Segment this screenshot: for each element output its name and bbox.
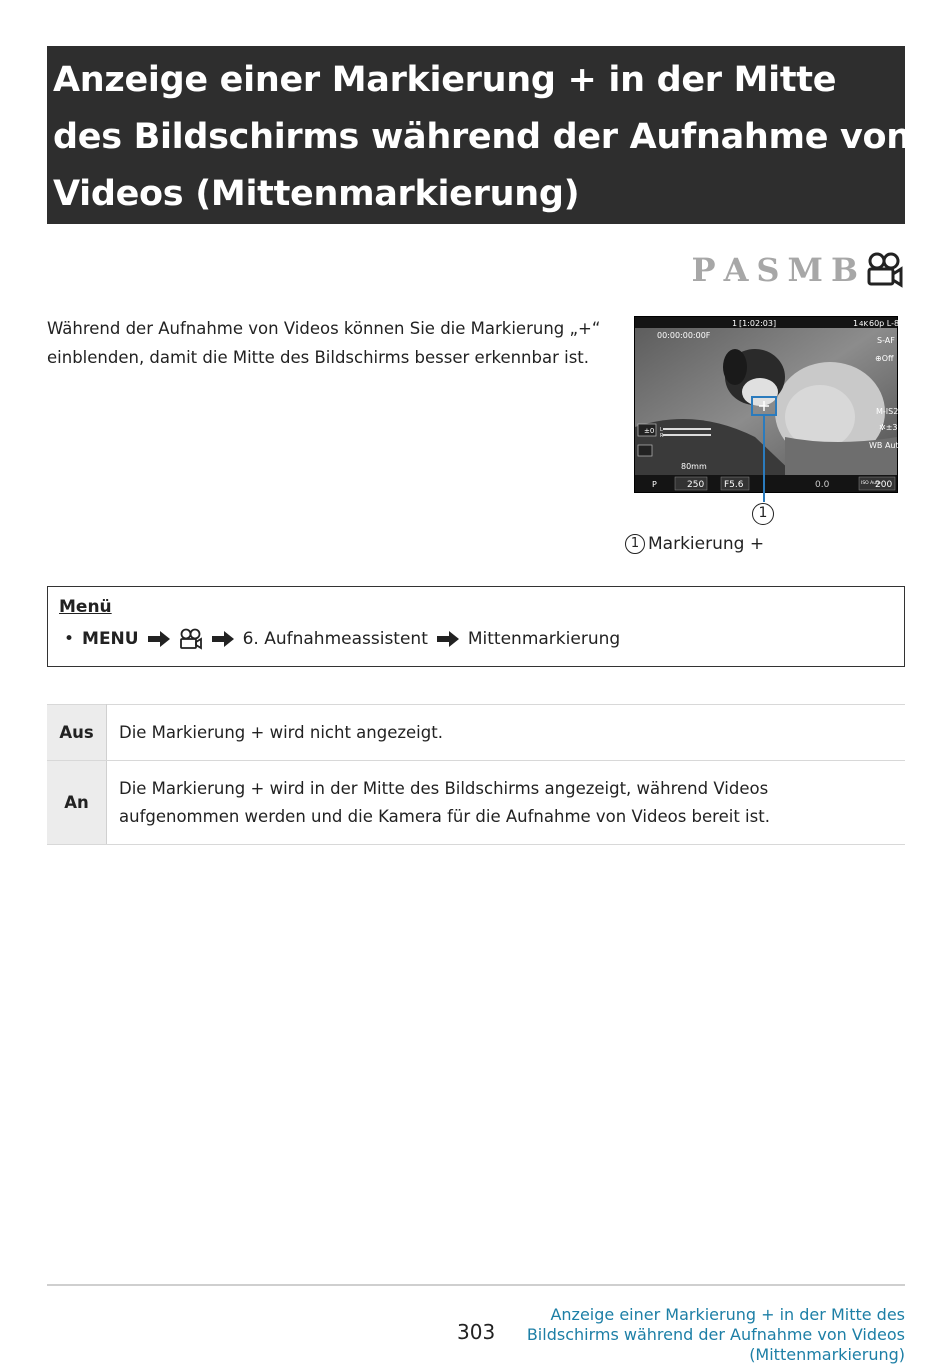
screen-focal-length: 80mm [681, 462, 707, 471]
page-title-line-1: Anzeige einer Markierung + in der Mitte [53, 60, 837, 100]
screen-iso: 200 [875, 480, 893, 490]
figure-caption [625, 534, 764, 554]
page-title [47, 46, 911, 224]
callout-line [763, 414, 765, 502]
screen-exposure: 0.0 [815, 480, 830, 490]
footer-section-link[interactable]: Anzeige einer Markierung + in der Mitte des Bildschirms während der Aufnahme von Videos (Mittenmarkierung) [526, 1305, 905, 1364]
arrow-right-icon [147, 630, 171, 648]
screen-res-badge: 4K [859, 320, 869, 328]
screen-iso-label: ISO Auto [861, 481, 881, 486]
option-description: Die Markierung + wird in der Mitte des Bildschirms angezeigt, während Videos aufgenommen werden und die Kamera für die Aufnahme von Videos bereit ist. [107, 761, 906, 845]
screen-card2-label: 1 [853, 319, 859, 328]
screen-aperture: F5.6 [724, 480, 744, 490]
arrow-right-icon [436, 630, 460, 648]
screen-af-mode: S-AF [877, 336, 895, 345]
page-title-line-3: Videos (Mittenmarkierung) [53, 174, 580, 214]
screen-timecode: 00:00:00:00F [657, 331, 711, 340]
menu-box [47, 586, 905, 667]
caption-number: 1 [625, 534, 645, 554]
screen-focus-indicator: ⊕Off [875, 354, 894, 363]
screen-shutter: 250 [687, 480, 705, 490]
menu-path [64, 628, 620, 650]
table-row [47, 761, 905, 845]
screen-stabilizer: M-IS2 [876, 407, 899, 416]
screen-level-r: R [660, 433, 664, 439]
movie-camera-icon [179, 628, 203, 650]
screen-rec-time: [1:02:03] [739, 319, 777, 328]
shooting-modes [692, 248, 904, 292]
menu-step-item: Mittenmarkierung [467, 629, 621, 649]
camera-screen-illustration [634, 316, 904, 493]
mode-s: S [756, 251, 782, 289]
options-table [47, 704, 905, 845]
screen-card-label: 1 [732, 319, 738, 328]
screen-white-balance: WB Auto [869, 441, 904, 450]
movie-camera-icon [866, 252, 904, 288]
screen-picture-mode: ✲±3 [879, 423, 898, 432]
caption-text: Markierung + [648, 534, 765, 554]
footer-divider [47, 1284, 905, 1286]
screen-mic-level: ±0 [644, 427, 655, 435]
mode-m: M [787, 251, 825, 289]
screen-video-mode: 60p L-8 [869, 319, 900, 328]
arrow-right-icon [211, 630, 235, 648]
screen-mode: P [652, 480, 657, 489]
menu-bullet: • [64, 629, 75, 649]
option-description: Die Markierung + wird nicht angezeigt. [107, 705, 906, 761]
table-row [47, 705, 905, 761]
camera-screen-graphic [635, 317, 904, 492]
callout-number: 1 [752, 503, 774, 525]
page-number: 303 [457, 1320, 496, 1344]
menu-step-section: 6. Aufnahmeassistent [242, 629, 428, 649]
mode-p: P [691, 251, 718, 289]
menu-path-start: MENU [82, 629, 139, 649]
screen-level-l: L [660, 427, 663, 433]
mode-a: A [723, 251, 751, 289]
intro-paragraph: Während der Aufnahme von Videos können Sie die Markierung „+“ einblenden, damit die Mitte des Bildschirms besser erkennbar ist. [47, 319, 601, 367]
menu-heading: Menü [59, 597, 112, 617]
mode-b: B [830, 251, 860, 289]
option-key: An [47, 761, 107, 845]
page-title-line-2: des Bildschirms während der Aufnahme von [53, 117, 911, 157]
option-key: Aus [47, 705, 107, 761]
